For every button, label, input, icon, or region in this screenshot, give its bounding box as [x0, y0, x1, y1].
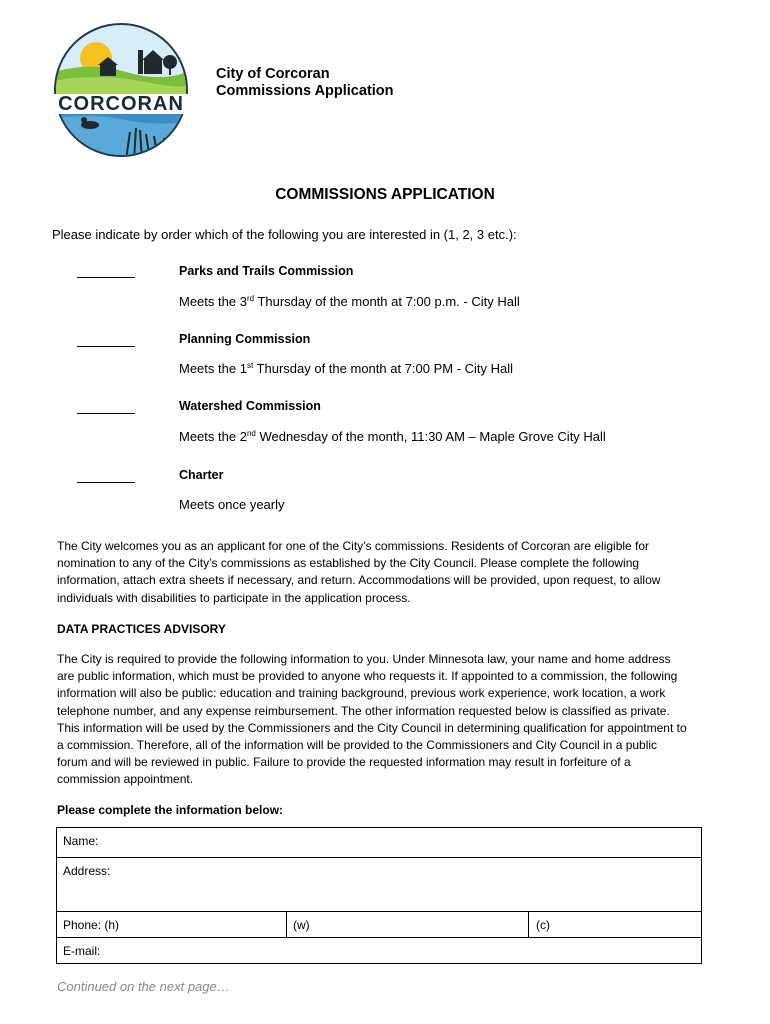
address-label: Address:: [63, 864, 111, 878]
rank-blank-watershed[interactable]: [77, 413, 135, 414]
option-name: Charter: [179, 468, 224, 482]
phone-cell-label: (c): [536, 918, 550, 932]
continued-note: Continued on the next page…: [57, 979, 230, 994]
intro-text: Please indicate by order which of the following you are interested in (1, 2, 3 etc.):: [52, 227, 517, 242]
option-schedule: Meets the 3rd Thursday of the month at 7:00 p.m. - City Hall: [179, 294, 520, 309]
option-schedule: Meets the 1st Thursday of the month at 7:00 PM - City Hall: [179, 361, 514, 376]
phone-row: [57, 912, 701, 938]
name-label: Name:: [63, 834, 99, 848]
name-row[interactable]: [57, 828, 701, 858]
rank-blank-planning[interactable]: [77, 346, 135, 347]
advisory-heading: DATA PRACTICES ADVISORY: [57, 622, 226, 636]
phone-home-label: Phone: (h): [63, 918, 120, 932]
divider: [528, 912, 529, 937]
applicant-form: [56, 827, 702, 964]
option-schedule: Meets the 2nd Wednesday of the month, 11:30 AM – Maple Grove City Hall: [179, 429, 606, 444]
email-row[interactable]: [57, 938, 701, 964]
address-row[interactable]: [57, 858, 701, 912]
option-schedule: Meets once yearly: [179, 497, 285, 512]
org-name: City of Corcoran: [216, 66, 330, 82]
option-name: Planning Commission: [179, 332, 311, 346]
page-title: COMMISSIONS APPLICATION: [275, 186, 495, 203]
corcoran-logo: [46, 20, 196, 160]
option-name: Parks and Trails Commission: [179, 264, 354, 278]
form-heading: Please complete the information below:: [57, 803, 284, 817]
rank-blank-parks[interactable]: [77, 277, 135, 278]
logo-text: CORCORAN: [58, 93, 184, 115]
rank-blank-charter[interactable]: [77, 482, 135, 483]
doc-name: Commissions Application: [216, 83, 394, 99]
divider: [286, 912, 287, 937]
welcome-paragraph: The City welcomes you as an applicant for one of the City’s commissions. Residents of Corcoran are eligible for nomination to any of the City’s commissions as established by the City Council. Please complete the following information, attach extra sheets if necessary, and return. Accommodations will be provided, upon request, to allow individuals with disabilities to participate in the application process.: [57, 539, 661, 605]
advisory-paragraph: The City is required to provide the following information to you. Under Minnesota law, your name and home address are public information, which must be provided to anyone who requests it. If appointed to a commission, the following information will also be public: education and training background, previous work experience, work location, a work telephone number, and any expense reimbursement. The other information requested below is classified as private. This information will be used by the Commissioners and the City Council in determining qualification for appointment to a commission. Therefore, all of the information will be provided to the Commissioners and City Council in a public forum and will be reviewed in public. Failure to provide the requested information may result in forfeiture of a commission appointment.: [57, 652, 687, 787]
email-label: E-mail:: [63, 944, 101, 958]
phone-work-label: (w): [293, 918, 310, 932]
option-name: Watershed Commission: [179, 399, 321, 413]
header-text: [216, 66, 394, 100]
